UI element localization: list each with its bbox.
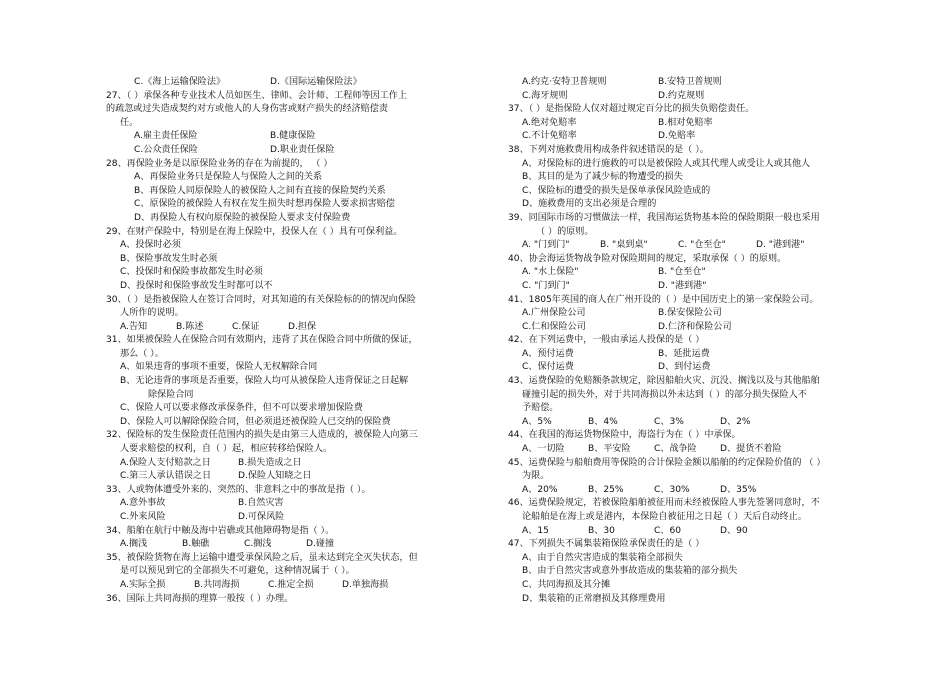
question-text-line: D、集装箱的正常磨损及其修理费用 (522, 593, 666, 604)
question-text-line: 32、保险标的发生保险责任范围内的损失是由第三人造成的，被保险人向第三 (106, 430, 418, 441)
answer-option: D.仁济和保险公司 (658, 321, 732, 332)
question-text-line: 39、同国际市场的习惯做法一样，我国海运货物基本险的保险期限一般也采用 (508, 212, 820, 223)
answer-option: B.保安保险公司 (658, 308, 722, 319)
question-text-line: 47、下列损失不属集装箱保险承保责任的是（ ） (508, 539, 705, 550)
answer-option: B.相对免赔率 (658, 117, 713, 128)
question-text-line: 40、协会海运货物战争险对保险期间的规定，采取承保（ ）的原则。 (508, 253, 787, 264)
question-text-line: C、投保时和保险事故都发生时必须 (120, 267, 263, 278)
question-text-line: 35、被保险货物在海上运输中遭受承保风险之后，虽未达到完全灭失状态，但 (106, 552, 418, 563)
answer-option: C、30% (654, 484, 690, 495)
answer-options-row (508, 361, 886, 375)
answer-option: C.《海上运输保险法》 (134, 77, 226, 87)
answer-options-row (106, 457, 478, 471)
answer-options-row (508, 348, 886, 362)
question-text-line: A、投保时必须 (120, 240, 181, 251)
question-text-line: A、再保险业务只是保险人与保险人之间的关系 (134, 172, 323, 183)
question-text-line: C、保险标的遭受的损失是保单承保风险造成的 (522, 185, 711, 196)
answer-option: C.第三人承认错误之日 (120, 471, 212, 482)
question-text-line: B、其目的是为了减少标的物遭受的损失 (522, 172, 683, 183)
question-text-line: A、由于自然灾害造成的集装箱全部损失 (522, 552, 683, 563)
answer-option: C、3% (654, 416, 684, 427)
question-text-line: B、由于自然灾害或意外事故造成的集装箱的部分损失 (522, 566, 738, 577)
right-column (508, 76, 886, 606)
answer-options-row (106, 538, 478, 552)
question-text-line: 46、运费保险规定，若被保险船舶被征用而未经被保险人事先签署同意时，不 (508, 498, 820, 509)
question-text-line: 的疏忽或过失造成契约对方或他人的人身伤害或财产损失的经济赔偿责 (106, 104, 388, 115)
question-text-line: D、再保险人有权向原保险的被保险人要求支付保险费 (134, 212, 351, 223)
answer-option: B.共同海损 (194, 579, 240, 590)
answer-option: D.单独海损 (342, 579, 389, 590)
answer-options-row (106, 321, 478, 335)
answer-option: C.公众责任保险 (134, 144, 198, 155)
answer-option: A. "水上保险" (522, 267, 579, 278)
answer-options-row (508, 307, 886, 321)
answer-option: C.海牙规则 (522, 90, 568, 101)
answer-option: B、30 (588, 525, 615, 536)
answer-option: C.不计免赔率 (522, 131, 577, 142)
answer-options-row (106, 470, 478, 484)
answer-option: A.广州保险公司 (522, 308, 586, 319)
question-text-line: 44、在我国的海运货物保险中，海盗行为在（ ）中承保。 (508, 430, 741, 441)
question-text-line: 38、下列对施救费用构成条件叙述错误的是（ ）。 (508, 144, 709, 155)
answer-option: D.保险人知晓之日 (238, 471, 312, 482)
question-text-line: C、保险人可以要求修改承保条件，但不可以要求增加保险费 (120, 403, 363, 414)
question-text-line: B、无论违背的事项是否重要，保险人均可从被保险人违背保证之日起解 (120, 376, 409, 387)
answer-option: C、战争险 (654, 444, 697, 455)
answer-options-row (508, 90, 886, 104)
answer-option: D. "港到港" (658, 280, 707, 291)
answer-option: A.约克·安特卫普规则 (522, 77, 607, 87)
question-text-line: 27、（ ）承保各种专业技术人员如医生、律师、会计师、工程师等因工作上 (106, 90, 407, 101)
answer-option: D、35% (720, 484, 757, 495)
answer-option: D.可保风险 (238, 512, 285, 522)
answer-option: B.陈述 (176, 321, 204, 332)
answer-option: B、平安险 (588, 444, 631, 455)
question-text-line: 31、如果被保险人在保险合同有效期内，违背了其在保险合同中所做的保证， (106, 335, 418, 346)
answer-option: B、25% (588, 484, 624, 495)
question-text-line: 人所作的说明。 (120, 308, 184, 319)
answer-options-row (508, 266, 886, 280)
answer-option: D.免赔率 (658, 131, 696, 142)
question-text-line: 33、人或物体遭受外来的、突然的、非意料之中的事故是指（ ）。 (106, 484, 371, 495)
answer-option: C.推定全损 (268, 579, 314, 590)
question-text-line: 为限。 (522, 471, 550, 482)
question-text-line: A、对保险标的进行施救的可以是被保险人或其代理人或受让人或其他人 (522, 158, 811, 169)
question-text-line: 42、在下列运费中，一般由承运人投保的是（ ） (508, 335, 705, 346)
question-text-line: 论船舶是在海上或是港内，本保险自被征用之日起（ ）天后自动终止。 (522, 512, 807, 522)
question-text-line: 任。 (120, 117, 139, 128)
question-text-line: 41、1805年英国的商人在广州开设的（ ）是中国历史上的第一家保险公司。 (508, 294, 819, 305)
answer-option: C. "仓至仓" (678, 240, 726, 251)
answer-option: D.碰撞 (306, 539, 335, 550)
answer-options-row (508, 443, 886, 457)
answer-option: C.仁和保险公司 (522, 321, 586, 332)
answer-option: A.绝对免赔率 (522, 117, 577, 128)
answer-option: C.保证 (232, 321, 260, 332)
question-text-line: 37、（ ）是指保险人仅对超过规定百分比的损失负赔偿责任。 (508, 104, 755, 115)
answer-option: B. "桌到桌" (600, 240, 648, 251)
answer-options-row (508, 130, 886, 144)
answer-options-row (106, 76, 478, 90)
question-text-line: 人要求赔偿的权利，自（ ）起，相应转移给保险人。 (120, 444, 333, 455)
answer-option: C、保付运费 (522, 362, 574, 373)
answer-option: D.担保 (288, 321, 317, 332)
question-text-line: 是可以预见到它的全部损失不可避免，这种情况属于（ ）。 (120, 566, 355, 577)
answer-options-row (508, 416, 886, 430)
answer-option: D.职业责任保险 (270, 144, 335, 155)
question-text-line: B、保险事故发生时必须 (120, 253, 218, 264)
question-text-line: （ ）的原则。 (536, 226, 594, 237)
answer-option: B.触礁 (182, 539, 210, 550)
answer-option: C、60 (654, 525, 682, 536)
answer-option: B、4% (588, 416, 618, 427)
answer-option: A.雇主责任保险 (134, 131, 198, 142)
question-text-line: A、如果违背的事项不重要，保险人无权解除合同 (120, 362, 318, 373)
question-text-line: D、施救费用的支出必须是合理的 (522, 199, 657, 210)
answer-option: A.意外事故 (120, 498, 166, 509)
answer-options-row (508, 280, 886, 294)
question-text-line: 36、国际上共同海损的理算一般按（ ）办理。 (106, 593, 294, 604)
question-text-line: 28、再保险业务是以原保险业务的存在为前提的， （ ） (106, 158, 333, 169)
answer-option: A.告知 (120, 321, 148, 332)
answer-option: B.损失造成之日 (238, 457, 302, 468)
question-text-line: 除保险合同 (148, 389, 194, 400)
answer-option: A、20% (522, 484, 558, 495)
answer-option: D、提货不着险 (720, 444, 782, 455)
answer-options-row (508, 117, 886, 131)
question-text-line: C、共同海损及其分摊 (522, 579, 611, 590)
answer-option: A、预付运费 (522, 348, 574, 359)
answer-option: D、到付运费 (658, 362, 711, 373)
question-text-line: 34、船舶在航行中触及海中岩礁或其他障碍物是指（ ）。 (106, 525, 335, 536)
question-text-line: 43、运费保险的免赔额条款规定，除因船舶火灾、沉没、搁浅以及与其他船舶 (508, 376, 820, 387)
answer-options-row (508, 76, 886, 90)
answer-options-row (106, 144, 478, 158)
answer-options-row (106, 130, 478, 144)
answer-options-row (106, 497, 478, 511)
answer-options-row (508, 525, 886, 539)
answer-options-row (508, 484, 886, 498)
answer-option: D、90 (720, 525, 748, 536)
answer-option: A.保险人支付赔款之日 (120, 457, 211, 468)
left-column (106, 76, 478, 606)
answer-option: A.实际全损 (120, 579, 166, 590)
answer-options-row (106, 511, 478, 525)
answer-options-row (508, 321, 886, 335)
question-text-line: 45、运费保险与船舶费用等保险的合计保险金额以船舶的约定保险价值的 （ ） (508, 457, 826, 468)
answer-option: B.自然灾害 (238, 498, 284, 509)
question-text-line: 碰撞引起的损失外，对于共同海损以外未达到（ ）的部分损失保险人不 (522, 389, 807, 400)
question-text-line: 29、在财产保险中，特别是在海上保险中，投保人在（ ）具有可保利益。 (106, 226, 403, 237)
question-text-line: D、保险人可以解除保险合同，但必须退还被保险人已交纳的保险费 (120, 416, 391, 427)
answer-option: B.健康保险 (270, 131, 316, 142)
answer-options-row (106, 579, 478, 593)
answer-option: B. "仓至仓" (658, 267, 706, 278)
question-text-line: 那么（ ）。 (120, 348, 164, 359)
question-text-line: 30、（ ）是指被保险人在签订合同时，对其知道的有关保险标的的情况向保险 (106, 294, 417, 305)
answer-option: A、一切险 (522, 444, 565, 455)
answer-option: B.安特卫普规则 (658, 77, 722, 87)
answer-option: A、5% (522, 416, 552, 427)
question-text-line: C、原保险的被保险人有权在发生损失时想再保险人要求损害赔偿 (134, 199, 395, 210)
answer-option: A.搁浅 (120, 539, 148, 550)
answer-option: D.约克规则 (658, 90, 705, 101)
answer-options-row (508, 239, 886, 253)
answer-option: D.《国际运输保险法》 (270, 77, 362, 87)
answer-option: D. "港到港" (756, 240, 805, 251)
answer-option: A、15 (522, 525, 549, 536)
question-text-line: 予赔偿。 (522, 403, 559, 414)
answer-option: C.搁浅 (244, 539, 272, 550)
answer-option: C. "门到门" (522, 280, 570, 291)
answer-option: C.外来风险 (120, 512, 166, 522)
answer-option: D、2% (720, 416, 751, 427)
answer-option: A. "门到门" (522, 240, 570, 251)
question-text-line: B、再保险人同原保险人的被保险人之间有直接的保险契约关系 (134, 185, 386, 196)
question-text-line: D、投保时和保险事故发生时都可以不 (120, 280, 273, 291)
answer-option: B、延批运费 (658, 348, 710, 359)
